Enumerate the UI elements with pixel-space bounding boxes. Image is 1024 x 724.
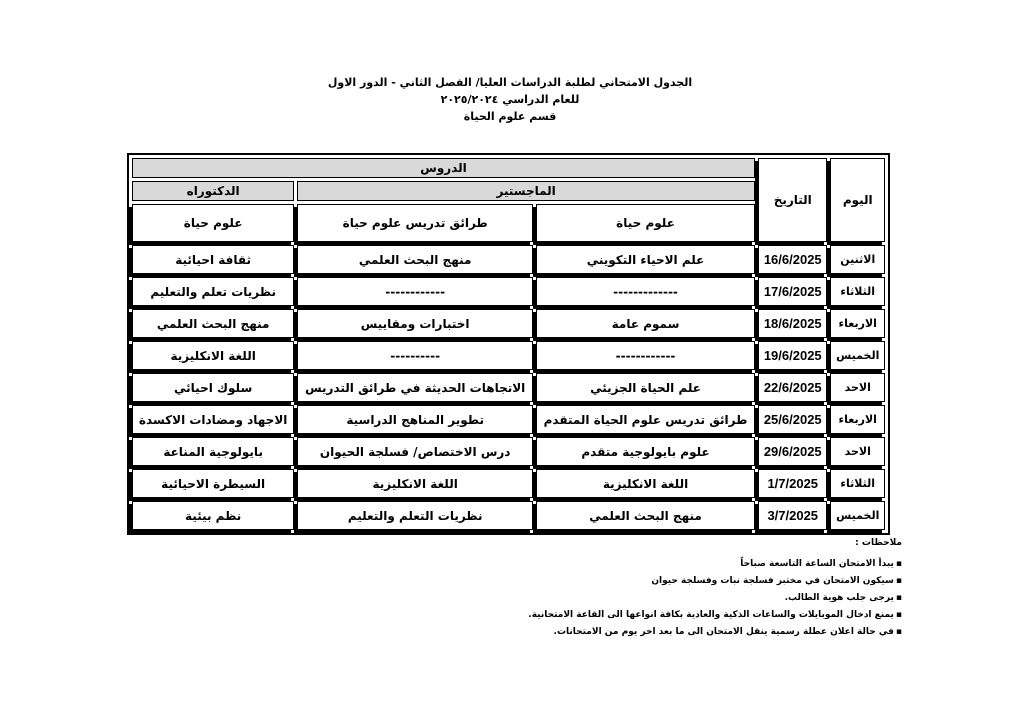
date-cell: 22/6/2025 [758,373,827,402]
note-text: يبدأ الامتحان الساعة التاسعة صباحاً [740,559,894,569]
masters-teaching-subheader: طرائق تدريس علوم حياة [297,204,533,242]
table-row [132,341,885,370]
phd-cell: السيطرة الاحيائية [132,469,294,498]
note-item [470,556,902,573]
masters-teaching-cell: منهج البحث العلمي [297,245,533,274]
phd-cell: نظم بيئية [132,501,294,530]
note-text: في حالة اعلان عطلة رسمية ينقل الامتحان الى ما بعد اخر يوم من الامتحانات. [553,627,894,637]
masters-teaching-cell: الاتجاهات الحديثة في طرائق التدريس [297,373,533,402]
day-cell: الاربعاء [830,309,885,338]
day-cell: الخميس [830,341,885,370]
bullet-icon: ▪ [895,610,902,620]
masters-biology-cell: سموم عامة [536,309,755,338]
table-row [132,405,885,434]
date-cell: 17/6/2025 [758,277,827,306]
table-row [132,277,885,306]
masters-biology-cell: منهج البحث العلمي [536,501,755,530]
note-item [470,573,902,590]
masters-biology-cell: علم الاحياء التكويني [536,245,755,274]
masters-teaching-cell: اللغة الانكليزية [297,469,533,498]
day-cell: الثلاثاء [830,277,885,306]
note-item [470,590,902,607]
note-item [470,624,902,641]
phd-biology-subheader: علوم حياة [132,204,294,242]
phd-cell: منهج البحث العلمي [132,309,294,338]
table-row [132,437,885,466]
notes-section [470,538,902,641]
phd-header: الدكتوراه [132,181,294,201]
masters-biology-cell: ------------ [536,341,755,370]
exam-schedule-table [127,153,890,535]
masters-biology-cell: ------------- [536,277,755,306]
phd-cell: نظريات تعلم والتعليم [132,277,294,306]
day-cell: الثلاثاء [830,469,885,498]
masters-teaching-cell: درس الاختصاص/ فسلجة الحيوان [297,437,533,466]
date-column-header: التاريخ [758,158,827,242]
header-department: قسم علوم الحياة [463,110,557,123]
table-row [132,309,885,338]
header-title: الجدول الامتحاني لطلبة الدراسات العليا/ الفصل الثاني - الدور الاول [327,76,693,89]
masters-biology-subheader: علوم حياة [536,204,755,242]
masters-biology-cell: علوم بايولوجية متقدم [536,437,755,466]
page-header [300,74,720,125]
day-column-header: اليوم [830,158,885,242]
notes-title: ملاحظات : [855,538,902,548]
date-cell: 1/7/2025 [758,469,827,498]
bullet-icon: ▪ [895,559,902,569]
day-cell: الاحد [830,373,885,402]
note-item [470,607,902,624]
phd-cell: الاجهاد ومضادات الاكسدة [132,405,294,434]
phd-cell: بايولوجية المناعة [132,437,294,466]
masters-biology-cell: علم الحياة الجزيئي [536,373,755,402]
note-text: سيكون الامتحان في مختبر فسلجة نبات وفسلجة حيوان [651,576,894,586]
masters-biology-cell: اللغة الانكليزية [536,469,755,498]
bullet-icon: ▪ [895,576,902,586]
masters-teaching-cell: تطوير المناهج الدراسية [297,405,533,434]
phd-cell: ثقافة احيائية [132,245,294,274]
note-text: يمنع ادخال الموبايلات والساعات الذكية والعادية بكافة انواعها الى القاعة الامتحانية. [528,610,894,620]
day-cell: الاثنين [830,245,885,274]
header-year: للعام الدراسي ٢٠٢٥/٢٠٢٤ [440,93,580,106]
date-cell: 25/6/2025 [758,405,827,434]
date-cell: 16/6/2025 [758,245,827,274]
table-row [132,501,885,530]
table-row [132,469,885,498]
notes-list [470,556,902,641]
phd-cell: سلوك احيائي [132,373,294,402]
masters-header: الماجستير [297,181,755,201]
day-cell: الاحد [830,437,885,466]
masters-teaching-cell: نظريات التعلم والتعليم [297,501,533,530]
day-cell: الاربعاء [830,405,885,434]
masters-teaching-cell: ------------ [297,277,533,306]
masters-teaching-cell: اختبارات ومقاييس [297,309,533,338]
date-cell: 29/6/2025 [758,437,827,466]
bullet-icon: ▪ [895,627,902,637]
date-cell: 3/7/2025 [758,501,827,530]
masters-biology-cell: طرائق تدريس علوم الحياة المتقدم [536,405,755,434]
lessons-header: الدروس [132,158,755,178]
table-row [132,373,885,402]
masters-teaching-cell: ---------- [297,341,533,370]
note-text: يرجى جلب هوية الطالب. [784,593,894,603]
date-cell: 19/6/2025 [758,341,827,370]
phd-cell: اللغة الانكليزية [132,341,294,370]
table-row [132,245,885,274]
bullet-icon: ▪ [895,593,902,603]
date-cell: 18/6/2025 [758,309,827,338]
day-cell: الخميس [830,501,885,530]
